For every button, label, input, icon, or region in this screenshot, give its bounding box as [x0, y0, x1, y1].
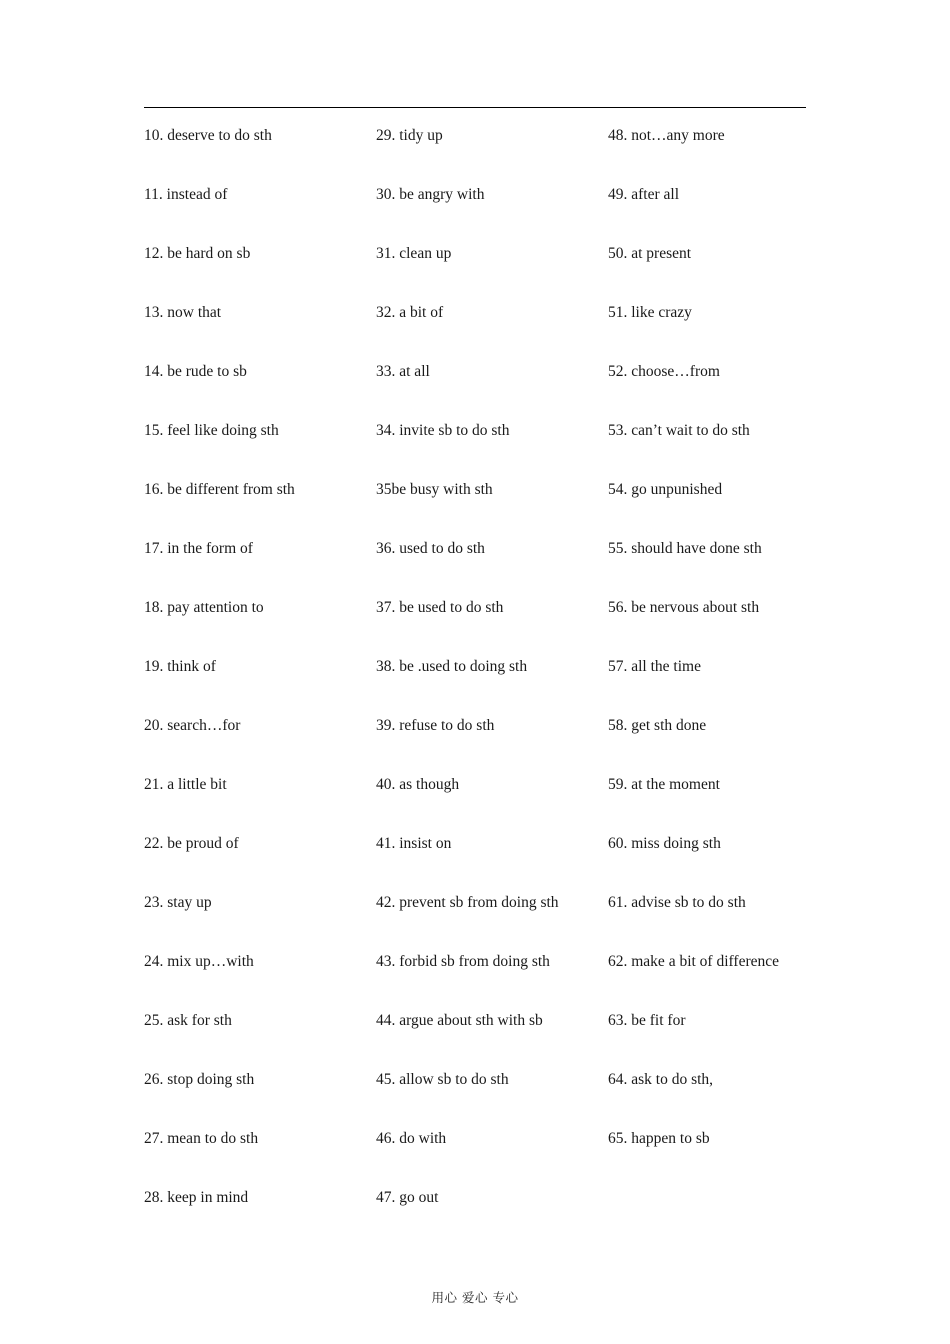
phrase-item: 46. do with — [376, 1130, 447, 1147]
phrase-item: 65. happen to sb — [608, 1130, 710, 1147]
phrase-item: 42. prevent sb from doing sth — [376, 894, 559, 911]
phrase-item: 64. ask to do sth, — [608, 1071, 714, 1088]
phrase-item: 63. be fit for — [608, 1012, 686, 1029]
phrase-item: 54. go unpunished — [608, 481, 723, 498]
phrase-item: 28. keep in mind — [144, 1189, 249, 1206]
phrase-item: 49. after all — [608, 186, 680, 203]
phrase-item: 39. refuse to do sth — [376, 717, 495, 734]
phrase-column-3 — [608, 125, 824, 1147]
phrase-item: 36. used to do sth — [376, 540, 485, 557]
phrase-item: 43. forbid sb from doing sth — [376, 953, 550, 970]
phrase-item: 20. search…for — [144, 717, 241, 734]
phrase-item: 44. argue about sth with sb — [376, 1012, 543, 1029]
phrase-item: 48. not…any more — [608, 127, 725, 144]
phrase-item: 55. should have done sth — [608, 540, 762, 557]
phrase-item: 14. be rude to sb — [144, 363, 247, 380]
phrase-item: 57. all the time — [608, 658, 701, 675]
phrase-item: 23. stay up — [144, 894, 212, 911]
phrase-item: 50. at present — [608, 245, 692, 262]
phrase-item: 17. in the form of — [144, 540, 253, 557]
phrase-item: 22. be proud of — [144, 835, 239, 852]
phrase-item: 51. like crazy — [608, 304, 692, 321]
phrase-item: 62. make a bit of difference — [608, 953, 779, 970]
phrase-item: 15. feel like doing sth — [144, 422, 279, 439]
phrase-item: 12. be hard on sb — [144, 245, 251, 262]
phrase-item: 13. now that — [144, 304, 222, 321]
phrase-item: 29. tidy up — [376, 127, 443, 144]
phrase-item: 32. a bit of — [376, 304, 444, 321]
phrase-item: 38. be .used to doing sth — [376, 658, 528, 675]
phrase-column-1 — [144, 125, 376, 1206]
phrase-item: 16. be different from sth — [144, 481, 295, 498]
phrase-item: 40. as though — [376, 776, 460, 793]
phrase-item: 59. at the moment — [608, 776, 720, 793]
phrase-item: 31. clean up — [376, 245, 452, 262]
phrase-list — [144, 125, 824, 1206]
phrase-item: 58. get sth done — [608, 717, 707, 734]
phrase-item: 60. miss doing sth — [608, 835, 721, 852]
phrase-item: 19. think of — [144, 658, 216, 675]
phrase-item: 45. allow sb to do sth — [376, 1071, 509, 1088]
phrase-item: 18. pay attention to — [144, 599, 264, 616]
phrase-item: 10. deserve to do sth — [144, 127, 272, 144]
phrase-item: 25. ask for sth — [144, 1012, 232, 1029]
phrase-item: 35be busy with sth — [376, 481, 493, 498]
phrase-item: 11. instead of — [144, 186, 228, 203]
phrase-item: 27. mean to do sth — [144, 1130, 259, 1147]
phrase-item: 61. advise sb to do sth — [608, 894, 746, 911]
phrase-item: 34. invite sb to do sth — [376, 422, 510, 439]
header-rule — [144, 107, 806, 108]
phrase-item: 52. choose…from — [608, 363, 720, 380]
phrase-item: 47. go out — [376, 1189, 439, 1206]
phrase-item: 30. be angry with — [376, 186, 485, 203]
phrase-item: 41. insist on — [376, 835, 452, 852]
phrase-item: 21. a little bit — [144, 776, 227, 793]
phrase-item: 56. be nervous about sth — [608, 599, 760, 616]
page-footer: 用心 爱心 专心 — [431, 1290, 519, 1305]
phrase-item: 37. be used to do sth — [376, 599, 504, 616]
phrase-item: 26. stop doing sth — [144, 1071, 255, 1088]
phrase-item: 53. can’t wait to do sth — [608, 422, 750, 439]
phrase-item: 33. at all — [376, 363, 430, 380]
phrase-item: 24. mix up…with — [144, 953, 254, 970]
phrase-column-2 — [376, 125, 608, 1206]
